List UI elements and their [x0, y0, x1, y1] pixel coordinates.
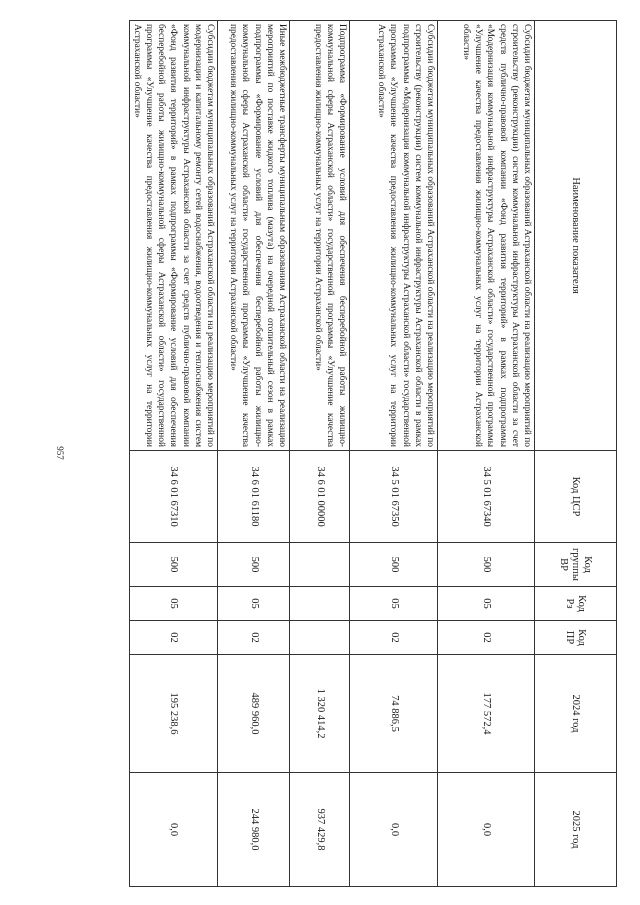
row-name: Субсидии бюджетам муниципальных образований Астраханской области на реализацию мероприятий по строительству (реконструкции) систем коммунальной инфраструктуры Астраханской области в рамках подпрограммы «Модернизация коммунальной инфраструктуры Астраханской области» государственной программы «Улучшение качества предоставления жилищно-коммунальных услуг на территории Астраханской области»: [350, 21, 438, 451]
row-pr: 02: [218, 621, 290, 655]
row-rz: 05: [218, 587, 290, 621]
table-row: [129, 21, 217, 887]
row-2024: 1 320 414,2: [290, 655, 350, 773]
header-pr: Код ПР: [535, 621, 617, 655]
row-vr: [290, 543, 350, 587]
page-number: 957: [55, 446, 65, 460]
row-pr: 02: [350, 621, 438, 655]
rotated-table-container: [131, 20, 617, 886]
table-header-row: [535, 21, 617, 887]
row-2025: 937 429,8: [290, 773, 350, 887]
row-name: Иные межбюджетные трансферты муниципальным образованиям Астраханской области на реализацию мероприятий по поставке жидкого топлива (мазута) на очередной отопительный сезон в рамках подпрограммы «Формирование условий для обеспечения бесперебойной работы жилищно-коммунальной сферы Астраханской области» государственной программы «Улучшение качества предоставления жилищно-коммунальных услуг на территории Астраханской области»: [218, 21, 290, 451]
header-2024: 2024 год: [535, 655, 617, 773]
row-rz: 05: [350, 587, 438, 621]
row-pr: 02: [129, 621, 217, 655]
table-frame: [131, 20, 617, 886]
row-vr: 500: [438, 543, 535, 587]
row-csr: 34 5 01 67340: [438, 451, 535, 543]
row-pr: [290, 621, 350, 655]
row-csr: 34 6 01 61180: [218, 451, 290, 543]
header-csr: Код ЦСР: [535, 451, 617, 543]
budget-table: [129, 20, 617, 887]
row-2024: 177 572,4: [438, 655, 535, 773]
table-row: [218, 21, 290, 887]
row-name: Субсидии бюджетам муниципальных образований Астраханской области на реализацию мероприятий по строительству (реконструкции) систем коммунальной инфраструктуры Астраханской области за счет средств публично-правовой компании «Фонд развития территорий» в рамках подпрограммы «Модернизация коммунальной инфраструктуры Астраханской области» государственной программы «Улучшение качества предоставления жилищно-коммунальных услуг на территории Астраханской области»: [438, 21, 535, 451]
header-name: Наименование показателя: [535, 21, 617, 451]
row-2025: 244 980,0: [218, 773, 290, 887]
row-rz: [290, 587, 350, 621]
table-row: [350, 21, 438, 887]
row-csr: 34 5 01 67350: [350, 451, 438, 543]
row-2025: 0,0: [129, 773, 217, 887]
row-rz: 05: [438, 587, 535, 621]
row-2024: 74 886,5: [350, 655, 438, 773]
row-name: Подпрограмма «Формирование условий для обеспечения бесперебойной работы жилищно-коммунальной сферы Астраханской области» государственной программы «Улучшение качества предоставления жилищно-коммунальных услуг на территории Астраханской области»: [290, 21, 350, 451]
table-row: [438, 21, 535, 887]
row-2025: 0,0: [350, 773, 438, 887]
row-vr: 500: [129, 543, 217, 587]
row-vr: 500: [350, 543, 438, 587]
row-pr: 02: [438, 621, 535, 655]
row-csr: 34 6 01 00000: [290, 451, 350, 543]
row-2024: 489 960,0: [218, 655, 290, 773]
header-vr: Код группы ВР: [535, 543, 617, 587]
row-rz: 05: [129, 587, 217, 621]
row-2025: 0,0: [438, 773, 535, 887]
header-rz: Код Рз: [535, 587, 617, 621]
row-name: Субсидии бюджетам муниципальных образований Астраханской области на реализацию мероприятий по модернизации и капитальному ремонту сетей водоснабжения, водоотведения и теплоснабжения систем коммунальной инфраструктуры Астраханской области за счет средств публично-правовой компании «Фонд развития территорий» в рамках подпрограммы «Формирование условий для обеспечения бесперебойной работы жилищно-коммунальной сферы Астраханской области» государственной программы «Улучшение качества предоставления жилищно-коммунальных услуг на территории Астраханской области»: [129, 21, 217, 451]
row-2024: 195 238,6: [129, 655, 217, 773]
table-row: [290, 21, 350, 887]
row-vr: 500: [218, 543, 290, 587]
row-csr: 34 6 01 67310: [129, 451, 217, 543]
header-2025: 2025 год: [535, 773, 617, 887]
